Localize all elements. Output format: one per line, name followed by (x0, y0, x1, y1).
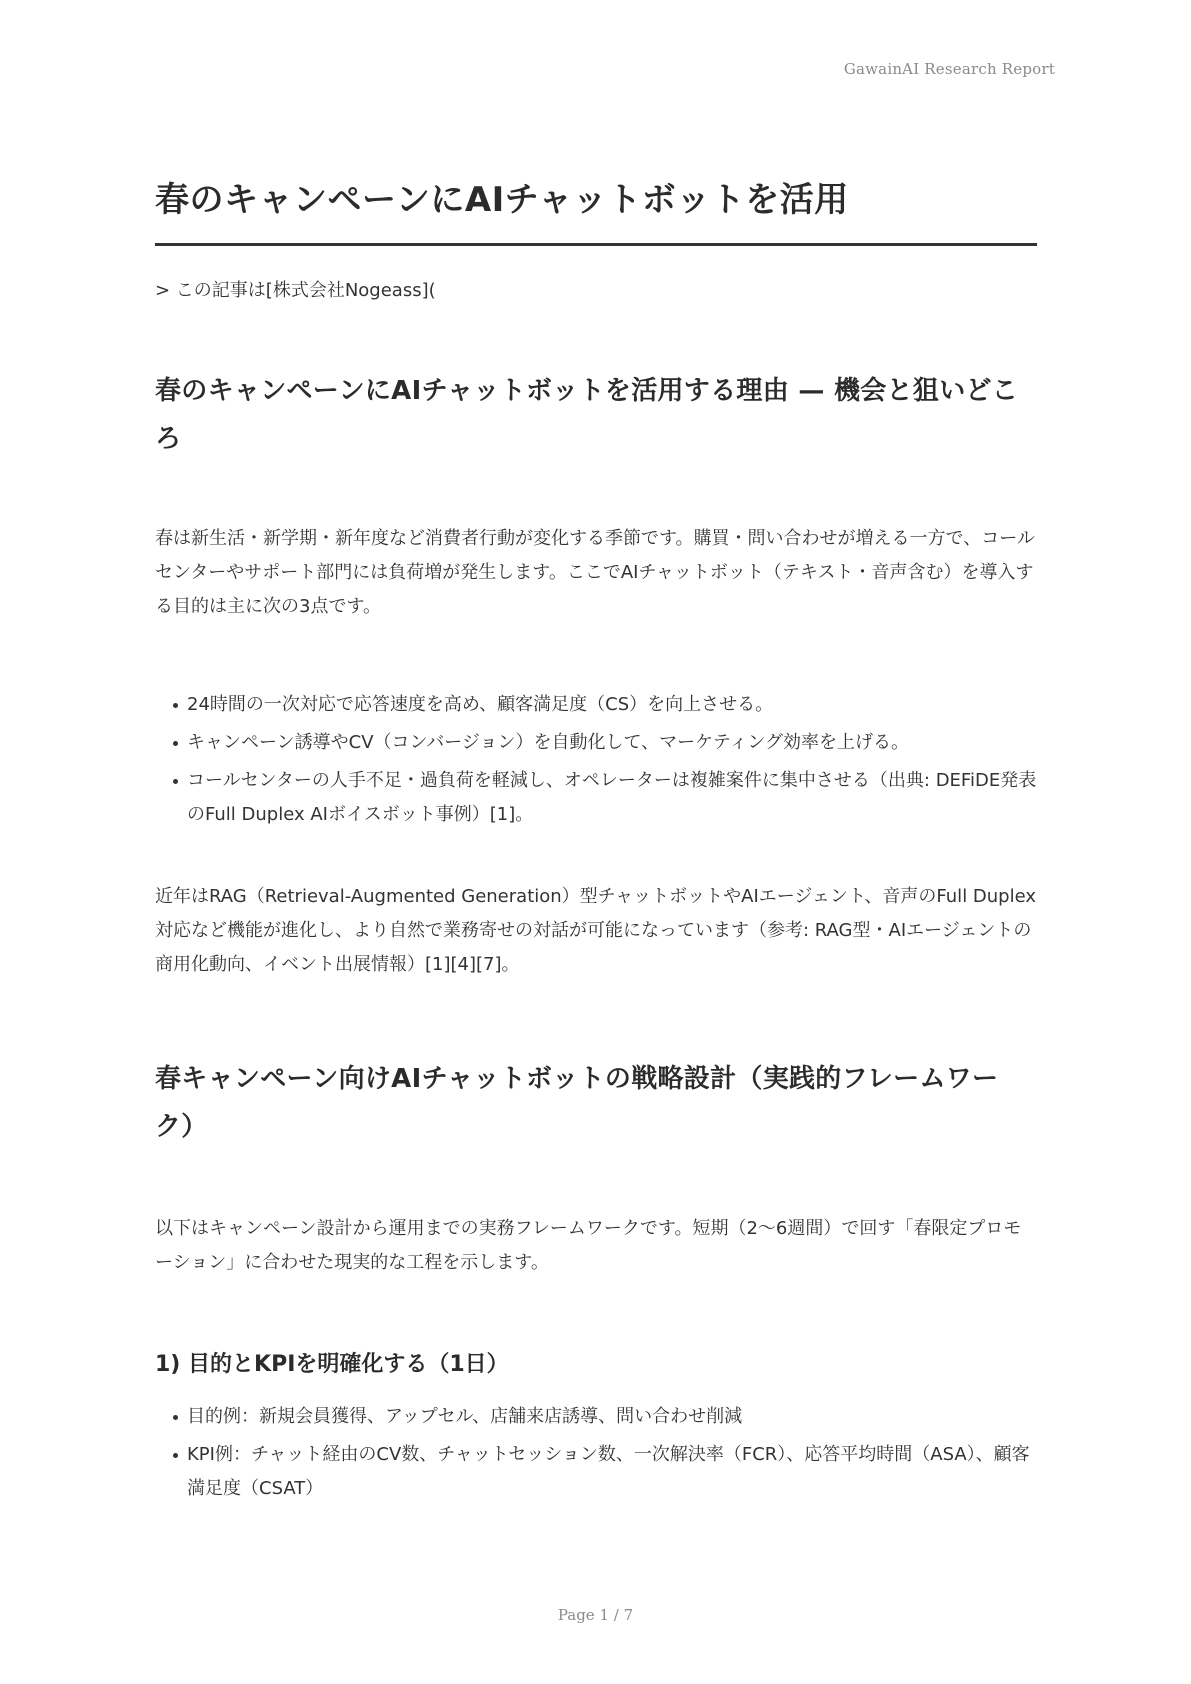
reasons-bullet-list (155, 688, 1037, 836)
bullet-item (155, 764, 1037, 832)
subsection-heading-kpi: 1) 目的とKPIを明確化する（1日） (155, 1352, 509, 1377)
bullet-dot-icon (173, 1415, 178, 1420)
section-heading-reasons: 春のキャンペーンにAIチャットボットを活用する理由 — 機会と狙いどころ (155, 376, 1019, 454)
page-number: Page 1 / 7 (557, 1606, 634, 1624)
bullet-dot-icon (173, 1453, 178, 1458)
section-outro-paragraph: 近年はRAG（Retrieval-Augmented Generation）型チャットボットやAIエージェント、音声のFull Duplex対応など機能が進化し、より自然で業務寄せの対話が可能になっています（参考: RAG型・AIエージェントの商用化動向、イベント出展情報）[1][4][7]。 (155, 886, 1037, 975)
bullet-text: コールセンターの人手不足・過負荷を軽減し、オペレーターは複雑案件に集中させる（出典: DEFiDE発表のFull Duplex AIボイスボット事例）[1]。 (187, 770, 1037, 825)
bullet-text: キャンペーン誘導やCV（コンバージョン）を自動化して、マーケティング効率を上げる。 (187, 732, 910, 753)
title-divider (155, 243, 1037, 246)
section-heading-strategy: 春キャンペーン向けAIチャットボットの戦略設計（実践的フレームワーク） (155, 1064, 999, 1142)
section-intro-paragraph: 春は新生活・新学期・新年度など消費者行動が変化する季節です。購買・問い合わせが増える一方で、コールセンターやサポート部門には負荷増が発生します。ここでAIチャットボット（テキスト・音声含む）を導入する目的は主に次の3点です。 (155, 528, 1035, 617)
bullet-dot-icon (173, 741, 178, 746)
bullet-text: KPI例：チャット経由のCV数、チャットセッション数、一次解決率（FCR）、応答平均時間（ASA）、顧客満足度（CSAT） (187, 1444, 1030, 1499)
bullet-item (155, 688, 1037, 722)
bullet-text: 目的例：新規会員獲得、アップセル、店舗来店誘導、問い合わせ削減 (187, 1406, 743, 1427)
bullet-item (155, 1400, 1037, 1434)
report-brand-header: GawainAI Research Report (843, 60, 1055, 78)
bullet-item (155, 1438, 1037, 1506)
document-title: 春のキャンペーンにAIチャットボットを活用 (155, 180, 849, 220)
bullet-text: 24時間の一次対応で応答速度を高め、顧客満足度（CS）を向上させる。 (187, 694, 774, 715)
bullet-item (155, 726, 1037, 760)
bullet-dot-icon (173, 703, 178, 708)
kpi-bullet-list (155, 1400, 1037, 1510)
strategy-intro-paragraph: 以下はキャンペーン設計から運用までの実務フレームワークです。短期（2〜6週間）で回す「春限定プロモーション」に合わせた現実的な工程を示します。 (155, 1218, 1022, 1273)
bullet-dot-icon (173, 779, 178, 784)
source-quote: > この記事は[株式会社Nogeass]( (155, 280, 436, 301)
